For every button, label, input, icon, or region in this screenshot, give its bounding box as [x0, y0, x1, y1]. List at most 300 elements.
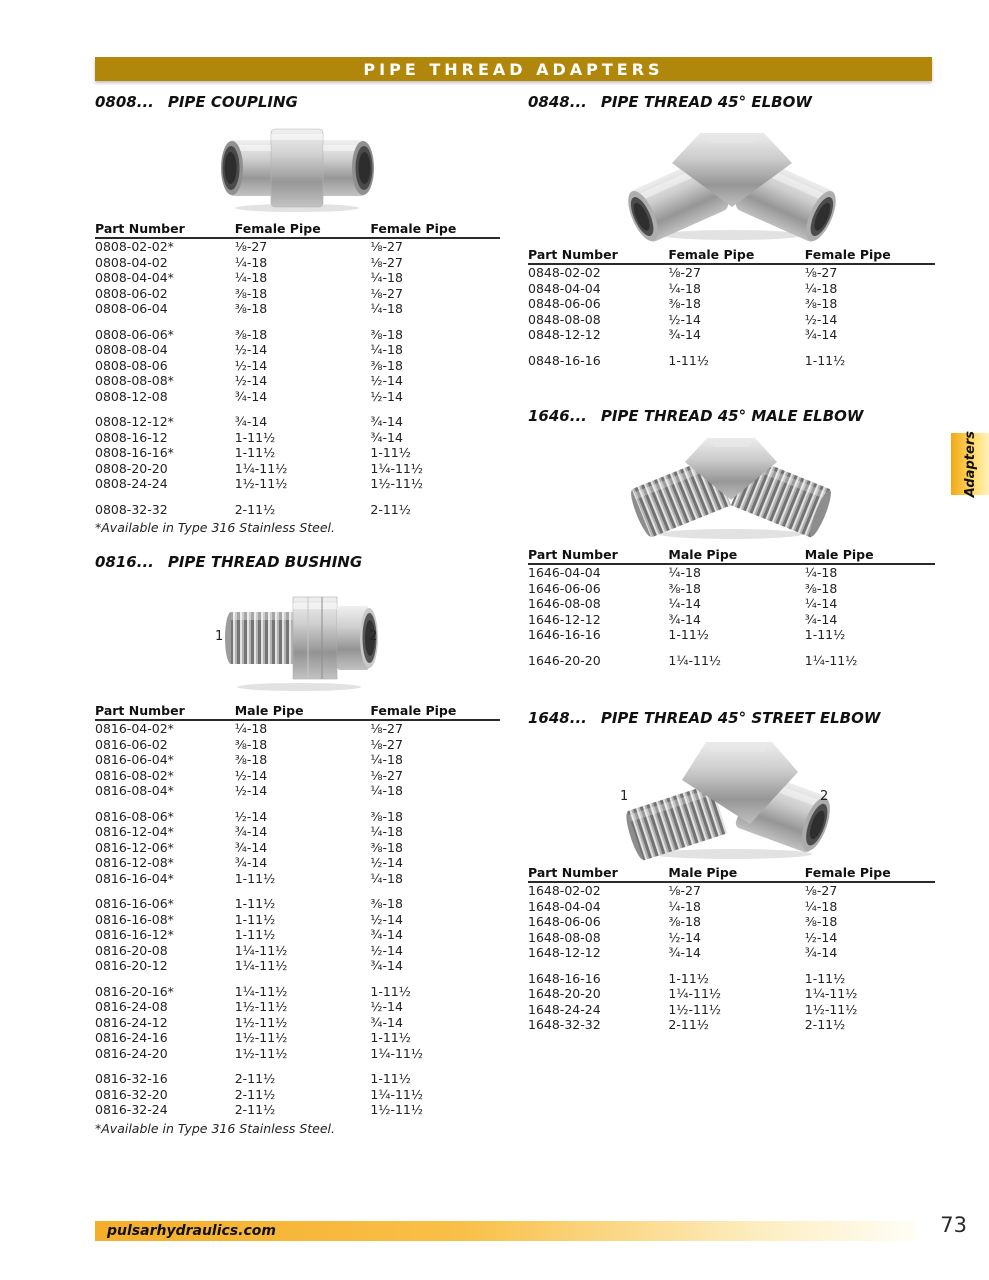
- table-cell: 1½-11½: [234, 476, 288, 491]
- section-name: PIPE THREAD 45° MALE ELBOW: [600, 407, 864, 425]
- table-row: [95, 984, 500, 1000]
- table-row: [528, 596, 935, 612]
- table-cell: ⅛-27: [234, 239, 268, 254]
- table-row: [528, 930, 935, 946]
- table-cell: ⅜-18: [234, 752, 268, 767]
- table-cell: 0808-04-04*: [95, 270, 174, 285]
- left-column: [95, 92, 500, 1137]
- section-title-0816: [95, 552, 500, 572]
- table-cell: 1646-16-16: [528, 627, 601, 642]
- table-row: [528, 971, 935, 987]
- pipe-thread-45-male-elbow-photo-wrap: [528, 426, 935, 546]
- table-cell: ⅜-18: [804, 296, 838, 311]
- table-row: [95, 270, 500, 286]
- table-row: [95, 342, 500, 358]
- table-cell: ¾-14: [668, 327, 701, 342]
- table-cell: 1-11½: [370, 983, 411, 999]
- table-row: [95, 461, 500, 477]
- table-cell: ¾-14: [234, 855, 268, 870]
- table-cell: ¾-14: [370, 927, 403, 942]
- table-cell: 0816-32-24: [95, 1102, 168, 1117]
- table-cell: 0816-16-08*: [95, 911, 174, 927]
- table-cell: ¼-18: [804, 898, 838, 914]
- table-row: [95, 840, 500, 856]
- table-cell: 1-11½: [370, 445, 411, 460]
- table-cell: ¼-18: [234, 254, 268, 270]
- table-row: [528, 581, 935, 597]
- table-cell: ⅜-18: [804, 914, 838, 929]
- table-cell: 1¼-11½: [370, 1045, 423, 1061]
- table-row: [95, 768, 500, 784]
- table-cell: 1¼-11½: [668, 652, 722, 668]
- table-row: [95, 358, 500, 374]
- table-row: [528, 312, 935, 328]
- table-row: [95, 301, 500, 317]
- parts-table-0848: [528, 246, 935, 368]
- table-cell: 0848-02-02: [528, 265, 601, 280]
- pipe-coupling-photo: [215, 118, 380, 214]
- table-cell: 0816-08-06*: [95, 808, 174, 824]
- table-row: [95, 476, 500, 492]
- table-row: [95, 927, 500, 943]
- table-cell: ½-14: [370, 999, 403, 1014]
- pipe-thread-45-elbow-photo-wrap: [528, 112, 935, 246]
- table-cell: 0848-16-16: [528, 352, 601, 368]
- table-cell: 1648-12-12: [528, 945, 601, 960]
- parts-table-1646: [528, 546, 935, 668]
- table-cell: ½-14: [234, 373, 268, 388]
- table-cell: ¼-14: [668, 596, 701, 611]
- table-cell: 1648-24-24: [528, 1001, 601, 1017]
- callout-2: 2: [820, 789, 829, 804]
- table-cell: ⅛-27: [668, 265, 701, 280]
- group-spacer: [95, 317, 500, 327]
- page-number: 73: [940, 1213, 967, 1237]
- section-title-0808: [95, 92, 500, 112]
- parts-table-1648: [528, 864, 935, 1033]
- table-row: [528, 353, 935, 369]
- table-cell: 0816-08-04*: [95, 783, 174, 798]
- table-cell: 0816-20-08: [95, 942, 168, 958]
- table-cell: ¼-18: [370, 870, 403, 886]
- table-cell: 0808-08-08*: [95, 373, 174, 388]
- table-cell: ⅜-18: [668, 580, 701, 596]
- table-row: [95, 855, 500, 871]
- table-cell: 0808-08-06: [95, 357, 168, 373]
- table-cell: ⅛-27: [370, 285, 403, 301]
- table-cell: 0808-06-06*: [95, 326, 174, 342]
- table-cell: ¼-18: [370, 752, 403, 767]
- table-cell: 1¼-11½: [234, 983, 288, 999]
- table-cell: ⅜-18: [370, 357, 403, 373]
- table-cell: 1-11½: [234, 927, 276, 942]
- table-cell: ¾-14: [370, 429, 403, 445]
- table-cell: ¾-14: [234, 824, 268, 839]
- table-cell: 0808-04-02: [95, 254, 168, 270]
- table-cell: 0816-08-02*: [95, 767, 174, 783]
- column-header: Female Pipe: [668, 246, 804, 264]
- column-header: Part Number: [528, 246, 668, 264]
- group-spacer: [528, 961, 935, 971]
- table-cell: 1646-04-04: [528, 565, 601, 580]
- table-cell: ⅜-18: [234, 285, 268, 301]
- table-row: [95, 389, 500, 405]
- table-cell: 1-11½: [668, 970, 709, 986]
- table-cell: 1-11½: [668, 352, 709, 368]
- table-row: [95, 720, 500, 737]
- table-cell: ¾-14: [234, 839, 268, 855]
- table-cell: 1-11½: [370, 1030, 411, 1045]
- table-cell: ¼-18: [234, 270, 268, 285]
- table-cell: ¾-14: [370, 1014, 403, 1030]
- section-name: PIPE THREAD 45° ELBOW: [600, 93, 812, 111]
- table-cell: 0808-20-20: [95, 460, 168, 476]
- table-cell: ½-14: [370, 855, 403, 870]
- parts-table-0808: [95, 220, 500, 517]
- page-title: PIPE THREAD ADAPTERS: [363, 59, 664, 79]
- table-row: [95, 1030, 500, 1046]
- table-cell: 0848-12-12: [528, 327, 601, 342]
- table-cell: 0808-08-04: [95, 342, 168, 357]
- table-cell: 2-11½: [234, 1086, 276, 1102]
- table-row: [528, 882, 935, 899]
- adapters-side-tab: [951, 430, 989, 498]
- table-row: [528, 612, 935, 628]
- group-spacer: [528, 343, 935, 353]
- column-header: Male Pipe: [235, 702, 371, 720]
- table-cell: ¼-18: [370, 824, 403, 839]
- table-header-row: [528, 864, 935, 882]
- section-code: 1646...: [528, 407, 587, 425]
- table-row: [95, 502, 500, 518]
- table-row: [528, 986, 935, 1002]
- table-cell: ¾-14: [804, 945, 838, 960]
- website-url: pulsarhydraulics.com: [107, 1223, 276, 1239]
- table-row: [95, 1015, 500, 1031]
- table-cell: 1-11½: [234, 896, 276, 911]
- table-cell: 0848-06-06: [528, 296, 601, 311]
- table-cell: 1-11½: [234, 445, 276, 460]
- table-row: [528, 264, 935, 281]
- section-name: PIPE THREAD BUSHING: [167, 553, 363, 571]
- table-cell: ⅛-27: [370, 254, 403, 270]
- table-header-row: [528, 246, 935, 264]
- table-cell: 1½-11½: [668, 1001, 722, 1017]
- table-cell: 2-11½: [668, 1017, 709, 1032]
- pipe-thread-45-elbow-photo: [626, 115, 838, 243]
- column-header: Female Pipe: [805, 246, 935, 264]
- table-cell: ¾-14: [370, 414, 403, 429]
- table-cell: 0816-24-12: [95, 1014, 168, 1030]
- section-code: 0848...: [528, 93, 587, 111]
- table-cell: 0816-16-04*: [95, 870, 174, 886]
- table-cell: 1-11½: [804, 352, 846, 368]
- table-cell: ⅜-18: [234, 326, 268, 342]
- table-cell: ¼-18: [804, 280, 838, 296]
- table-cell: 1648-08-08: [528, 929, 601, 945]
- table-cell: ⅜-18: [668, 296, 701, 311]
- table-cell: 2-11½: [804, 1017, 846, 1032]
- table-cell: 0808-12-12*: [95, 414, 174, 429]
- table-cell: 0808-24-24: [95, 476, 168, 491]
- table-cell: ¼-18: [668, 898, 701, 914]
- table-cell: ¼-18: [804, 565, 838, 580]
- table-cell: 1½-11½: [234, 1030, 288, 1045]
- group-spacer: [95, 974, 500, 984]
- table-cell: 1-11½: [804, 627, 846, 642]
- table-cell: 0808-16-16*: [95, 445, 174, 460]
- adapters-side-tab-label: Adapters: [962, 430, 978, 498]
- table-cell: 1648-16-16: [528, 970, 601, 986]
- table-cell: 1-11½: [370, 1071, 411, 1086]
- table-cell: 2-11½: [234, 501, 276, 517]
- table-cell: 0816-12-04*: [95, 824, 174, 839]
- table-cell: 1646-20-20: [528, 652, 601, 668]
- table-cell: ¾-14: [234, 388, 268, 404]
- table-row: [95, 912, 500, 928]
- table-cell: 0816-12-06*: [95, 839, 174, 855]
- table-row: [95, 737, 500, 753]
- pipe-thread-bushing-photo: [209, 579, 387, 695]
- stainless-footnote: *Available in Type 316 Stainless Steel.: [95, 1120, 335, 1136]
- table-cell: ⅜-18: [234, 301, 268, 316]
- column-header: Part Number: [528, 546, 668, 564]
- table-cell: 0848-08-08: [528, 311, 601, 327]
- table-cell: 1¼-11½: [668, 986, 722, 1001]
- table-row: [528, 281, 935, 297]
- table-cell: 0816-32-16: [95, 1071, 168, 1086]
- section-code: 0816...: [95, 553, 154, 571]
- column-header: Part Number: [95, 702, 235, 720]
- table-cell: 0816-20-16*: [95, 983, 174, 999]
- table-cell: 2-11½: [234, 1102, 276, 1117]
- table-header-row: [95, 220, 500, 238]
- table-row: [528, 564, 935, 581]
- table-cell: ¾-14: [668, 611, 701, 627]
- table-cell: 2-11½: [370, 501, 411, 517]
- table-cell: 0816-24-08: [95, 999, 168, 1014]
- table-cell: 0808-02-02*: [95, 239, 174, 254]
- table-row: [95, 1087, 500, 1103]
- table-row: [528, 296, 935, 312]
- table-row: [95, 1102, 500, 1118]
- table-cell: 0816-20-12: [95, 958, 168, 973]
- table-cell: 1-11½: [234, 870, 276, 886]
- table-row: [95, 327, 500, 343]
- table-cell: 1646-08-08: [528, 596, 601, 611]
- table-cell: ½-14: [234, 767, 268, 783]
- column-header: Female Pipe: [370, 702, 500, 720]
- table-cell: ⅛-27: [804, 265, 838, 280]
- table-cell: 1646-06-06: [528, 580, 601, 596]
- table-cell: ¼-18: [370, 270, 403, 285]
- footer-bar: [95, 1221, 917, 1241]
- table-cell: 1648-02-02: [528, 883, 601, 898]
- table-cell: ½-14: [804, 929, 838, 945]
- table-row: [95, 430, 500, 446]
- pipe-thread-bushing-photo-wrap: [95, 572, 500, 702]
- table-row: [95, 255, 500, 271]
- section-title-1646: [528, 406, 935, 426]
- table-cell: ⅜-18: [234, 736, 268, 752]
- table-row: [528, 1002, 935, 1018]
- table-cell: ⅜-18: [668, 914, 701, 929]
- table-cell: 0816-06-04*: [95, 752, 174, 767]
- table-cell: ½-14: [370, 942, 403, 958]
- stainless-footnote: *Available in Type 316 Stainless Steel.: [95, 520, 335, 535]
- table-cell: 1½-11½: [234, 1045, 288, 1061]
- group-spacer: [528, 643, 935, 653]
- table-cell: 1-11½: [234, 911, 276, 927]
- table-row: [95, 943, 500, 959]
- table-cell: ¾-14: [804, 611, 838, 627]
- table-cell: 0816-32-20: [95, 1086, 168, 1102]
- table-cell: 1¼-11½: [234, 942, 288, 958]
- table-cell: ½-14: [234, 342, 268, 357]
- table-cell: ⅛-27: [804, 883, 838, 898]
- table-row: [95, 783, 500, 799]
- section-code: 0808...: [95, 93, 154, 111]
- table-cell: ½-14: [234, 783, 268, 798]
- column-header: Part Number: [528, 864, 668, 882]
- pipe-coupling-photo-wrap: [95, 112, 500, 220]
- table-cell: 1648-20-20: [528, 986, 601, 1001]
- table-row: [528, 945, 935, 961]
- table-cell: 1648-32-32: [528, 1017, 601, 1032]
- table-row: [95, 445, 500, 461]
- table-row: [95, 809, 500, 825]
- table-row: [95, 958, 500, 974]
- table-row: [528, 914, 935, 930]
- table-cell: ½-14: [234, 808, 268, 824]
- table-cell: 0816-24-20: [95, 1045, 168, 1061]
- table-row: [95, 286, 500, 302]
- callout-2: 2: [369, 629, 378, 644]
- table-cell: 1½-11½: [370, 1102, 423, 1117]
- column-header: Male Pipe: [668, 546, 804, 564]
- table-cell: 1¼-11½: [804, 986, 858, 1001]
- table-cell: ½-14: [370, 911, 403, 927]
- section-name: PIPE THREAD 45° STREET ELBOW: [600, 709, 881, 727]
- table-cell: ¾-14: [668, 945, 701, 960]
- table-cell: ¾-14: [370, 958, 403, 973]
- section-code: 1648...: [528, 709, 587, 727]
- table-row: [95, 999, 500, 1015]
- right-column: [528, 92, 935, 1033]
- table-cell: 0808-06-04: [95, 301, 168, 316]
- table-cell: 0808-12-08: [95, 388, 168, 404]
- column-header: Female Pipe: [235, 220, 371, 238]
- table-cell: 1-11½: [668, 627, 709, 642]
- pipe-thread-45-street-elbow-photo: [610, 730, 854, 862]
- table-row: [95, 824, 500, 840]
- table-cell: 1½-11½: [234, 1014, 288, 1030]
- table-cell: ½-14: [234, 357, 268, 373]
- table-cell: 1-11½: [234, 429, 276, 445]
- table-cell: 1¼-11½: [804, 652, 858, 668]
- column-header: Male Pipe: [668, 864, 804, 882]
- table-header-row: [528, 546, 935, 564]
- table-cell: ⅜-18: [370, 896, 403, 911]
- table-cell: ⅛-27: [370, 767, 403, 783]
- column-header: Male Pipe: [805, 546, 935, 564]
- column-header: Part Number: [95, 220, 235, 238]
- group-spacer: [95, 1061, 500, 1071]
- table-cell: ⅜-18: [370, 839, 403, 855]
- table-cell: 1646-12-12: [528, 611, 601, 627]
- table-row: [528, 627, 935, 643]
- table-cell: 1¼-11½: [234, 460, 288, 476]
- table-cell: 0808-06-02: [95, 285, 168, 301]
- section-title-0848: [528, 92, 935, 112]
- table-cell: 1¼-11½: [370, 460, 423, 476]
- table-cell: ¼-18: [668, 565, 701, 580]
- callout-1: 1: [215, 629, 224, 644]
- parts-table-0816: [95, 702, 500, 1118]
- table-cell: ⅛-27: [370, 239, 403, 254]
- page-header-bar: [95, 57, 932, 81]
- group-spacer: [95, 886, 500, 896]
- table-row: [95, 414, 500, 430]
- table-cell: ¾-14: [804, 327, 838, 342]
- table-cell: ⅜-18: [804, 580, 838, 596]
- table-cell: ⅛-27: [668, 883, 701, 898]
- table-header-row: [95, 702, 500, 720]
- table-cell: ¼-14: [804, 596, 838, 611]
- group-spacer: [95, 799, 500, 809]
- table-cell: 0816-06-02: [95, 736, 168, 752]
- table-cell: ¼-18: [370, 301, 403, 316]
- table-row: [95, 1071, 500, 1087]
- table-cell: ½-14: [804, 311, 838, 327]
- table-cell: ¼-18: [234, 721, 268, 736]
- table-cell: 1648-06-06: [528, 914, 601, 929]
- table-cell: 0816-04-02*: [95, 721, 174, 736]
- table-cell: ¼-18: [370, 342, 403, 357]
- table-cell: 1½-11½: [234, 999, 288, 1014]
- callout-1: 1: [620, 789, 629, 804]
- table-row: [95, 238, 500, 255]
- table-row: [528, 327, 935, 343]
- table-cell: ⅜-18: [370, 808, 403, 824]
- table-cell: 1½-11½: [804, 1001, 858, 1017]
- group-spacer: [95, 404, 500, 414]
- table-cell: 2-11½: [234, 1071, 276, 1086]
- table-cell: 0816-16-06*: [95, 896, 174, 911]
- table-cell: ¾-14: [234, 414, 268, 429]
- table-row: [528, 1017, 935, 1033]
- table-cell: ¼-18: [668, 280, 701, 296]
- table-cell: 1648-04-04: [528, 898, 601, 914]
- table-cell: ⅛-27: [370, 721, 403, 736]
- table-cell: 1½-11½: [370, 476, 423, 491]
- table-cell: 0848-04-04: [528, 280, 601, 296]
- table-cell: ½-14: [370, 373, 403, 388]
- table-cell: ⅜-18: [370, 326, 403, 342]
- table-cell: ½-14: [668, 929, 701, 945]
- table-cell: ½-14: [668, 311, 701, 327]
- table-cell: 0808-16-12: [95, 429, 168, 445]
- section-name: PIPE COUPLING: [167, 93, 298, 111]
- table-row: [95, 871, 500, 887]
- column-header: Female Pipe: [805, 864, 935, 882]
- table-row: [95, 896, 500, 912]
- table-cell: 0816-24-16: [95, 1030, 168, 1045]
- table-cell: ¼-18: [370, 783, 403, 798]
- group-spacer: [95, 492, 500, 502]
- table-cell: 0816-16-12*: [95, 927, 174, 942]
- table-cell: 1¼-11½: [370, 1086, 423, 1102]
